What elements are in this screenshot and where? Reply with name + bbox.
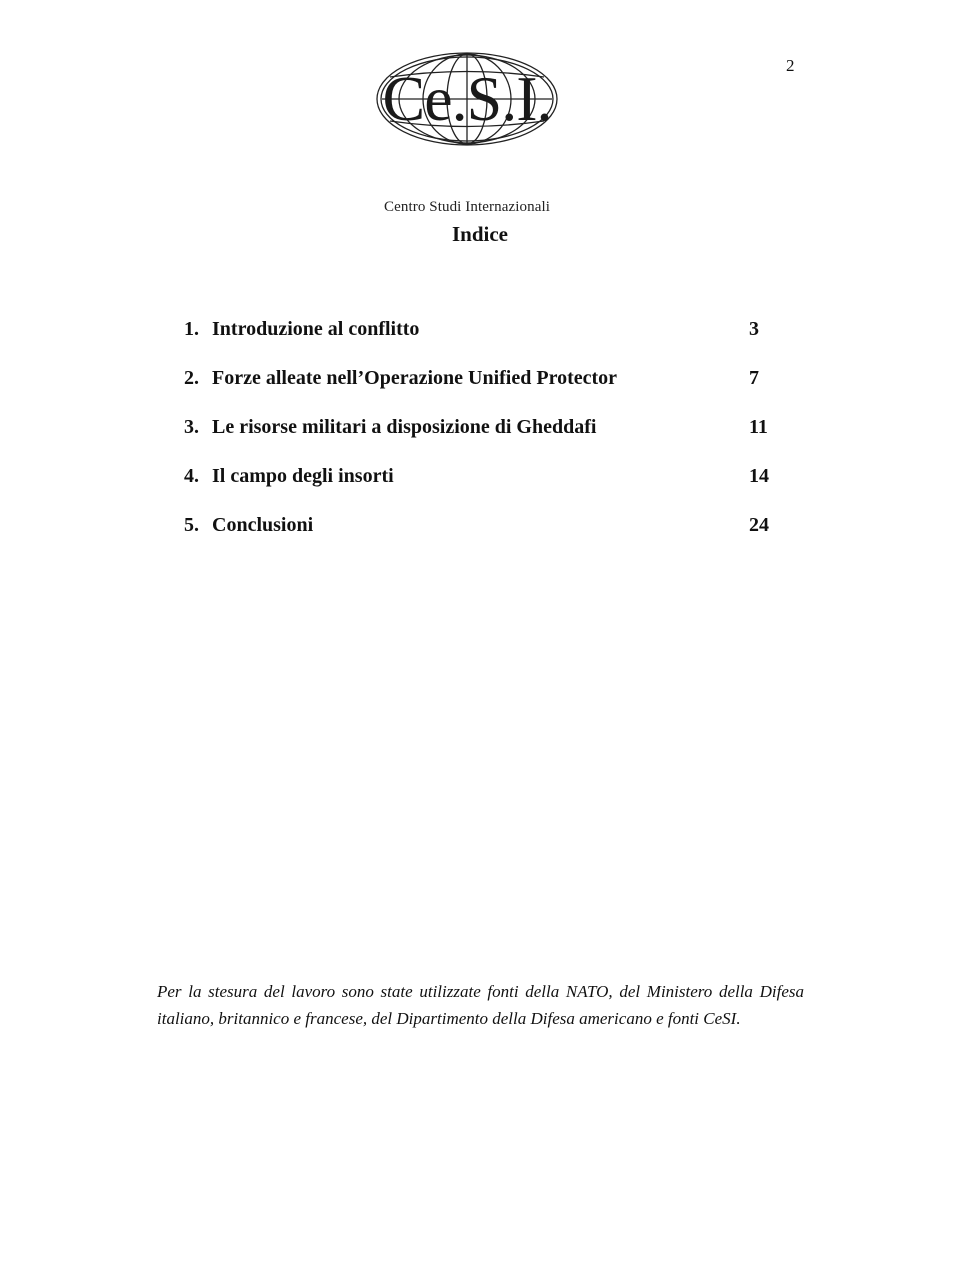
- toc-entry-2[interactable]: [184, 367, 784, 416]
- table-of-contents: [184, 318, 784, 563]
- toc-entry-number: 5.: [184, 514, 199, 536]
- toc-entry-number: 4.: [184, 465, 199, 487]
- toc-entry-page: 7: [749, 367, 759, 389]
- logo-text: Ce.S.I.: [382, 63, 552, 134]
- page-number: 2: [786, 56, 795, 75]
- logo-subtitle: Centro Studi Internazionali: [384, 199, 550, 215]
- index-title: Indice: [451, 222, 508, 246]
- toc-entry-page: 14: [749, 465, 769, 487]
- toc-entry-label: Conclusioni: [212, 514, 314, 536]
- toc-entry-3[interactable]: [184, 416, 784, 465]
- toc-entry-page: 3: [749, 318, 759, 340]
- toc-entry-label: Il campo degli insorti: [212, 465, 394, 487]
- toc-entry-label: Introduzione al conflitto: [212, 318, 420, 340]
- toc-entry-page: 11: [749, 416, 768, 438]
- toc-entry-number: 2.: [184, 367, 199, 389]
- toc-entry-5[interactable]: [184, 514, 784, 563]
- toc-entry-label: Forze alleate nell’Operazione Unified Protector: [212, 367, 618, 389]
- toc-entry-1[interactable]: [184, 318, 784, 367]
- toc-entry-page: 24: [749, 514, 769, 536]
- cesi-logo: [372, 50, 562, 215]
- toc-entry-number: 3.: [184, 416, 199, 438]
- toc-entry-4[interactable]: [184, 465, 784, 514]
- toc-entry-label: Le risorse militari a disposizione di Gheddafi: [212, 416, 597, 438]
- toc-entry-number: 1.: [184, 318, 199, 340]
- sources-note: Per la stesura del lavoro sono state utilizzate fonti della NATO, del Ministero della Difesa italiano, britannico e francese, del Dipartimento della Difesa americano e fonti CeSI.: [157, 982, 804, 1028]
